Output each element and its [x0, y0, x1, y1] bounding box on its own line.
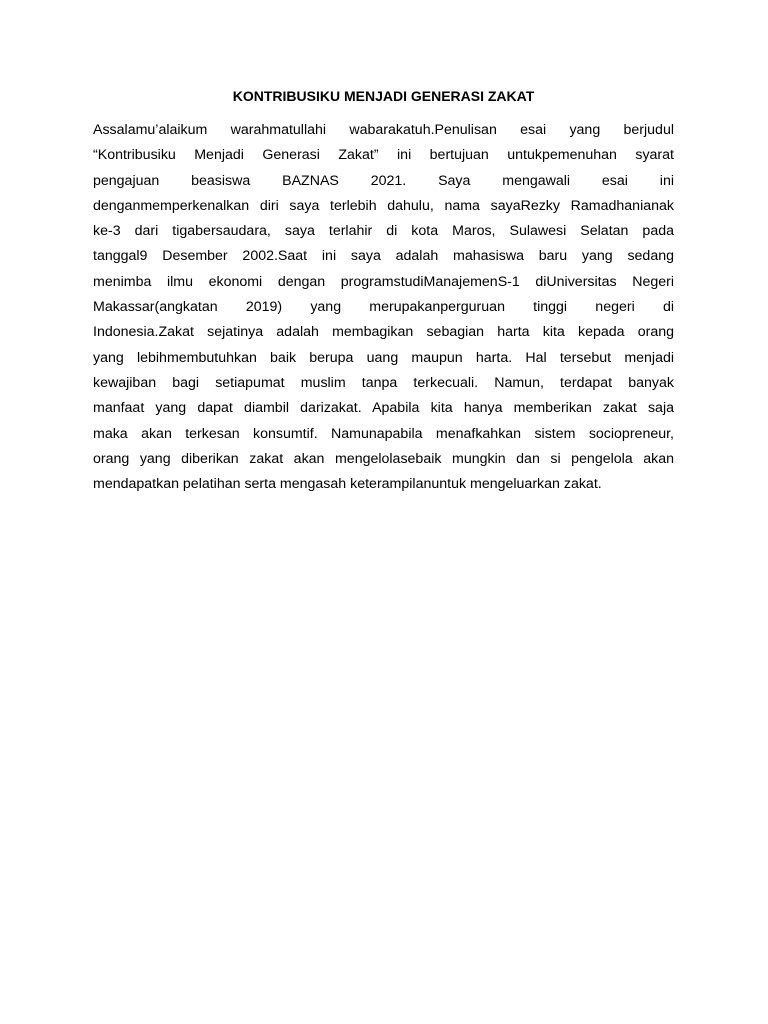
paragraph-line: mendapatkan pelatihan serta mengasah keterampilanuntuk mengeluarkan zakat.	[93, 476, 602, 493]
paragraph-line: manfaat yang dapat diambil darizakat. Apabila kita hanya memberikan zakat saja	[93, 400, 674, 417]
paragraph-line: Indonesia.Zakat sejatinya adalah membagikan sebagian harta kita kepada orang	[93, 324, 674, 341]
paragraph-line: ke-3 dari tigabersaudara, saya terlahir di kota Maros, Sulawesi Selatan pada	[93, 223, 674, 240]
paragraph-line: maka akan terkesan konsumtif. Namunapabila menafkahkan sistem sociopreneur,	[93, 425, 674, 442]
paragraph-line: “Kontribusiku Menjadi Generasi Zakat” ini bertujuan untukpemenuhan syarat	[93, 147, 674, 164]
paragraph-line: menimba ilmu ekonomi dengan programstudiManajemenS-1 diUniversitas Negeri	[93, 273, 674, 290]
paragraph-line: kewajiban bagi setiapumat muslim tanpa terkecuali. Namun, terdapat banyak	[93, 374, 674, 391]
paragraph-line: Assalamu’alaikum warahmatullahi wabarakatuh.Penulisan esai yang berjudul	[93, 122, 674, 138]
paragraph-line: tanggal9 Desember 2002.Saat ini saya adalah mahasiswa baru yang sedang	[93, 248, 674, 265]
paragraph-line: yang lebihmembutuhkan baik berupa uang maupun harta. Hal tersebut menjadi	[93, 349, 674, 366]
paragraph-line: Makassar(angkatan 2019) yang merupakanperguruan tinggi negeri di	[93, 299, 674, 316]
document-title: KONTRIBUSIKU MENJADI GENERASI ZAKAT	[232, 88, 535, 104]
paragraph-line: pengajuan beasiswa BAZNAS 2021. Saya mengawali esai ini	[93, 172, 674, 189]
paragraph-line: orang yang diberikan zakat akan mengelolasebaik mungkin dan si pengelola akan	[93, 450, 674, 467]
essay-paragraph	[93, 118, 674, 497]
paragraph-line: denganmemperkenalkan diri saya terlebih dahulu, nama sayaRezky Ramadhanianak	[93, 197, 674, 214]
